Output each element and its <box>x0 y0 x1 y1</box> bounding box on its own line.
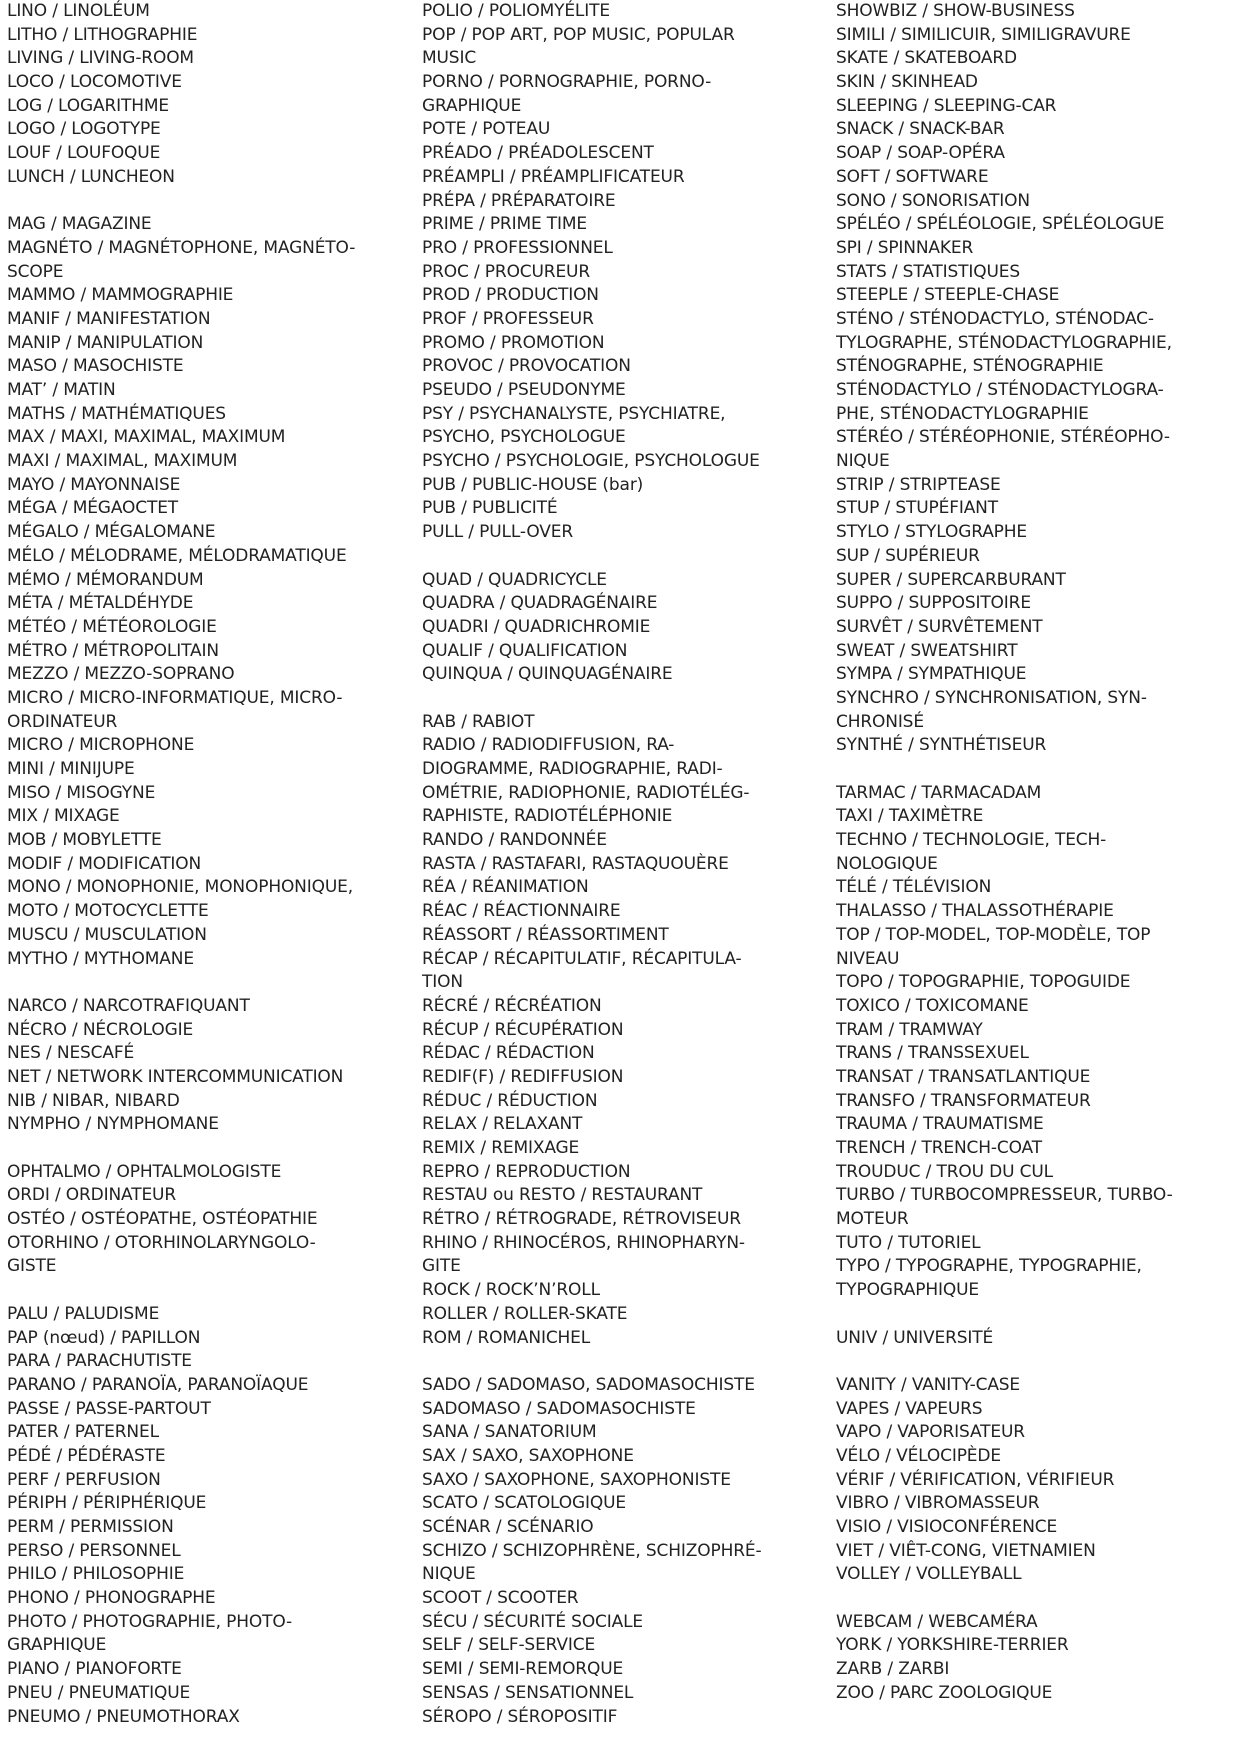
abbreviation-entry: QUAD / QUADRICYCLE <box>422 569 607 590</box>
abbreviation-entry: TRAUMA / TRAUMATISME <box>836 1114 1044 1135</box>
abbreviation-entry: ZOO / PARC ZOOLOGIQUE <box>836 1682 1053 1703</box>
abbreviation-entry: MANIF / MANIFESTATION <box>7 308 211 329</box>
abbreviation-entry: MEZZO / MEZZO-SOPRANO <box>7 664 235 685</box>
abbreviation-entry: MOTEUR <box>836 1209 909 1230</box>
abbreviation-entry: SONO / SONORISATION <box>836 190 1030 211</box>
abbreviation-entry: SAX / SAXO, SAXOPHONE <box>422 1445 634 1466</box>
abbreviation-entry: VISIO / VISIOCONFÉRENCE <box>836 1517 1058 1537</box>
abbreviation-entry: MÉMO / MÉMORANDUM <box>7 569 204 590</box>
abbreviation-entry: NIVEAU <box>836 948 900 969</box>
abbreviation-entry: LOUF / LOUFOQUE <box>7 143 161 164</box>
abbreviation-entry: VAPES / VAPEURS <box>836 1398 983 1419</box>
abbreviation-entry: SOAP / SOAP-OPÉRA <box>836 143 1005 164</box>
abbreviation-entry: STÉNO / STÉNODACTYLO, STÉNODAC- <box>836 308 1154 329</box>
abbreviation-entry: LOGO / LOGOTYPE <box>7 119 161 140</box>
abbreviation-entry: SCOPE <box>7 261 64 282</box>
abbreviation-entry: SPI / SPINNAKER <box>836 237 974 258</box>
abbreviation-entry: NIQUE <box>422 1564 476 1585</box>
abbreviation-entry: QUALIF / QUALIFICATION <box>422 640 628 661</box>
abbreviation-entry: QUINQUA / QUINQUAGÉNAIRE <box>422 664 673 685</box>
abbreviation-entry: NES / NESCAFÉ <box>7 1043 135 1064</box>
blank-separator <box>422 545 832 569</box>
blank-separator <box>836 1303 1241 1327</box>
abbreviation-entry: PERSO / PERSONNEL <box>7 1540 181 1561</box>
abbreviation-entry: RADIO / RADIODIFFUSION, RA- <box>422 735 675 756</box>
abbreviation-entry: ROM / ROMANICHEL <box>422 1327 591 1348</box>
abbreviation-entry: STÉNOGRAPHE, STÉNOGRAPHIE <box>836 356 1104 377</box>
abbreviation-entry: PHOTO / PHOTOGRAPHIE, PHOTO- <box>7 1611 293 1632</box>
abbreviation-entry: DIOGRAMME, RADIOGRAPHIE, RADI- <box>422 759 723 779</box>
abbreviation-entry: PHE, STÉNODACTYLOGRAPHIE <box>836 403 1089 424</box>
abbreviation-entry: LOG / LOGARITHME <box>7 95 170 116</box>
abbreviation-entry: MANIP / MANIPULATION <box>7 332 204 353</box>
abbreviation-entry: PROF / PROFESSEUR <box>422 308 594 329</box>
abbreviation-entry: MAXI / MAXIMAL, MAXIMUM <box>7 451 238 472</box>
abbreviation-entry: SWEAT / SWEATSHIRT <box>836 640 1018 661</box>
abbreviation-entry: RÉCRÉ / RÉCRÉATION <box>422 995 602 1016</box>
abbreviation-entry: RELAX / RELAXANT <box>422 1114 583 1135</box>
abbreviation-entry: PRO / PROFESSIONNEL <box>422 237 613 258</box>
abbreviation-entry: MONO / MONOPHONIE, MONOPHONIQUE, <box>7 877 353 898</box>
abbreviation-entry: PULL / PULL-OVER <box>422 522 573 543</box>
abbreviation-entry: GITE <box>422 1256 461 1277</box>
abbreviation-entry: PHILO / PHILOSOPHIE <box>7 1564 185 1585</box>
abbreviation-entry: TECHNO / TECHNOLOGIE, TECH- <box>836 830 1107 851</box>
abbreviation-entry: PSY / PSYCHANALYSTE, PSYCHIATRE, <box>422 403 726 424</box>
abbreviation-entry: PÉDÉ / PÉDÉRASTE <box>7 1445 166 1466</box>
blank-separator <box>836 758 1241 782</box>
abbreviation-entry: MASO / MASOCHISTE <box>7 356 184 377</box>
abbreviation-entry: TRANSAT / TRANSATLANTIQUE <box>836 1066 1091 1087</box>
abbreviation-entry: SCÉNAR / SCÉNARIO <box>422 1517 594 1537</box>
abbreviation-entry: MÉGALO / MÉGALOMANE <box>7 522 216 543</box>
abbreviation-entry: RÉTRO / RÉTROGRADE, RÉTROVISEUR <box>422 1209 741 1230</box>
abbreviation-entry: PUB / PUBLIC-HOUSE (bar) <box>422 474 644 495</box>
abbreviation-entry: MÉGA / MÉGAOCTET <box>7 498 179 519</box>
abbreviation-entry: PRÉPA / PRÉPARATOIRE <box>422 190 616 211</box>
abbreviation-entry: NET / NETWORK INTERCOMMUNICATION <box>7 1066 344 1087</box>
abbreviation-entry: TYPOGRAPHIQUE <box>836 1280 979 1301</box>
abbreviation-entry: RÉCUP / RÉCUPÉRATION <box>422 1019 624 1040</box>
abbreviation-entry: PUB / PUBLICITÉ <box>422 498 558 519</box>
abbreviation-entry: VOLLEY / VOLLEYBALL <box>836 1564 1022 1585</box>
abbreviation-entry: SLEEPING / SLEEPING-CAR <box>836 95 1057 116</box>
abbreviation-entry: SUPER / SUPERCARBURANT <box>836 569 1066 590</box>
abbreviation-entry: PÉRIPH / PÉRIPHÉRIQUE <box>7 1493 207 1514</box>
abbreviation-entry: POP / POP ART, POP MUSIC, POPULAR <box>422 24 735 45</box>
abbreviation-entry: GISTE <box>7 1256 57 1277</box>
abbreviation-entry: SEMI / SEMI-REMORQUE <box>422 1659 624 1680</box>
abbreviation-entry: PRÉAMPLI / PRÉAMPLIFICATEUR <box>422 166 685 187</box>
blank-separator <box>422 1350 832 1374</box>
column-3 <box>836 0 1241 1754</box>
abbreviation-entry: MAT’ / MATIN <box>7 380 116 400</box>
abbreviation-entry: NIB / NIBAR, NIBARD <box>7 1090 180 1111</box>
abbreviation-entry: PRÉADO / PRÉADOLESCENT <box>422 143 654 164</box>
abbreviation-entry: SÉCU / SÉCURITÉ SOCIALE <box>422 1611 644 1632</box>
abbreviation-entry: MAG / MAGAZINE <box>7 214 152 235</box>
abbreviation-entry: NÉCRO / NÉCROLOGIE <box>7 1019 194 1040</box>
column-2 <box>422 0 832 1754</box>
abbreviation-entry: ORDI / ORDINATEUR <box>7 1185 176 1206</box>
abbreviation-entry: PAP (nœud) / PAPILLON <box>7 1327 201 1348</box>
abbreviation-entry: PERM / PERMISSION <box>7 1517 174 1537</box>
abbreviation-entry: MINI / MINIJUPE <box>7 759 135 779</box>
abbreviation-entry: SNACK / SNACK-BAR <box>836 119 1005 140</box>
abbreviation-entry: TRENCH / TRENCH-COAT <box>836 1138 1042 1158</box>
abbreviation-entry: OTORHINO / OTORHINOLARYNGOLO- <box>7 1232 316 1253</box>
abbreviation-entry: MAGNÉTO / MAGNÉTOPHONE, MAGNÉTO- <box>7 237 356 258</box>
abbreviation-entry: PARA / PARACHUTISTE <box>7 1351 192 1372</box>
abbreviation-entry: RÉASSORT / RÉASSORTIMENT <box>422 924 669 945</box>
abbreviation-entry: SPÉLÉO / SPÉLÉOLOGIE, SPÉLÉOLOGUE <box>836 214 1165 235</box>
abbreviation-entry: STRIP / STRIPTEASE <box>836 474 1001 495</box>
abbreviation-entry: PROC / PROCUREUR <box>422 261 591 282</box>
abbreviation-entry: SAXO / SAXOPHONE, SAXOPHONISTE <box>422 1469 731 1490</box>
abbreviation-entry: NYMPHO / NYMPHOMANE <box>7 1114 219 1135</box>
abbreviation-entry: PSEUDO / PSEUDONYME <box>422 380 626 400</box>
abbreviation-entry: POTE / POTEAU <box>422 119 551 140</box>
abbreviation-entry: TROUDUC / TROU DU CUL <box>836 1161 1053 1182</box>
abbreviation-entry: PARANO / PARANOÏA, PARANOÏAQUE <box>7 1374 309 1395</box>
abbreviation-entry: SYNTHÉ / SYNTHÉTISEUR <box>836 735 1047 756</box>
abbreviation-entry: QUADRI / QUADRICHROMIE <box>422 616 651 637</box>
abbreviation-entry: TYLOGRAPHE, STÉNODACTYLOGRAPHIE, <box>836 332 1172 353</box>
abbreviation-entry: MATHS / MATHÉMATIQUES <box>7 403 226 424</box>
abbreviation-entry: MUSCU / MUSCULATION <box>7 924 207 945</box>
abbreviation-entry: TOPO / TOPOGRAPHIE, TOPOGUIDE <box>836 972 1131 993</box>
abbreviation-entry: STÉRÉO / STÉRÉOPHONIE, STÉRÉOPHO- <box>836 427 1170 448</box>
abbreviation-entry: QUADRA / QUADRAGÉNAIRE <box>422 593 658 614</box>
abbreviation-entry: RASTA / RASTAFARI, RASTAQUOUÈRE <box>422 853 729 874</box>
abbreviation-entry: PNEUMO / PNEUMOTHORAX <box>7 1706 240 1727</box>
abbreviation-entry: MÉTRO / MÉTROPOLITAIN <box>7 640 219 661</box>
abbreviation-entry: RÉDAC / RÉDACTION <box>422 1043 595 1064</box>
abbreviation-entry: MAYO / MAYONNAISE <box>7 474 181 495</box>
abbreviation-entry: SYMPA / SYMPATHIQUE <box>836 664 1027 685</box>
abbreviation-entry: SELF / SELF-SERVICE <box>422 1635 596 1656</box>
abbreviation-entry: TOXICO / TOXICOMANE <box>836 995 1029 1016</box>
abbreviation-entry: STYLO / STYLOGRAPHE <box>836 522 1027 543</box>
abbreviation-entry: TAXI / TAXIMÈTRE <box>836 806 984 827</box>
abbreviation-entry: GRAPHIQUE <box>7 1635 107 1656</box>
abbreviation-entry: WEBCAM / WEBCAMÉRA <box>836 1611 1038 1632</box>
abbreviation-entry: VANITY / VANITY-CASE <box>836 1374 1021 1395</box>
abbreviation-entry: SADOMASO / SADOMASOCHISTE <box>422 1398 696 1419</box>
abbreviation-entry: SKATE / SKATEBOARD <box>836 48 1017 69</box>
abbreviation-entry: UNIV / UNIVERSITÉ <box>836 1327 994 1348</box>
abbreviation-entry: PIANO / PIANOFORTE <box>7 1659 182 1680</box>
abbreviation-entry: PATER / PATERNEL <box>7 1422 159 1443</box>
abbreviation-entry: PALU / PALUDISME <box>7 1303 160 1324</box>
abbreviation-entry: RÉAC / RÉACTIONNAIRE <box>422 901 621 922</box>
blank-separator <box>836 1350 1241 1374</box>
blank-separator <box>836 1587 1241 1611</box>
abbreviation-entry: PORNO / PORNOGRAPHIE, PORNO- <box>422 72 712 93</box>
abbreviation-entry: TRANSFO / TRANSFORMATEUR <box>836 1090 1091 1111</box>
blank-separator <box>7 1279 415 1303</box>
abbreviation-entry: TÉLÉ / TÉLÉVISION <box>836 877 992 898</box>
abbreviation-entry: MYTHO / MYTHOMANE <box>7 948 194 969</box>
abbreviation-entry: PERF / PERFUSION <box>7 1469 161 1490</box>
abbreviation-entry: PNEU / PNEUMATIQUE <box>7 1682 191 1703</box>
abbreviation-entry: SCATO / SCATOLOGIQUE <box>422 1493 627 1514</box>
abbreviation-entry: LIVING / LIVING-ROOM <box>7 48 194 69</box>
abbreviation-entry: POLIO / POLIOMYÉLITE <box>422 1 610 21</box>
abbreviation-entry: SADO / SADOMASO, SADOMASOCHISTE <box>422 1374 755 1395</box>
abbreviation-entry: PRIME / PRIME TIME <box>422 214 588 235</box>
abbreviation-entry: STÉNODACTYLO / STÉNODACTYLOGRA- <box>836 380 1164 400</box>
blank-separator <box>7 971 415 995</box>
abbreviation-entry: TUTO / TUTORIEL <box>836 1232 981 1253</box>
abbreviation-entry: MÉTA / MÉTALDÉHYDE <box>7 593 194 614</box>
abbreviation-entry: SHOWBIZ / SHOW-BUSINESS <box>836 1 1075 21</box>
abbreviation-entry: LOCO / LOCOMOTIVE <box>7 72 182 93</box>
abbreviation-entry: OSTÉO / OSTÉOPATHE, OSTÉOPATHIE <box>7 1209 318 1230</box>
abbreviation-entry: TRANS / TRANSSEXUEL <box>836 1043 1029 1064</box>
abbreviation-entry: TURBO / TURBOCOMPRESSEUR, TURBO- <box>836 1185 1173 1206</box>
abbreviation-entry: MICRO / MICRO-INFORMATIQUE, MICRO- <box>7 687 343 708</box>
abbreviation-entry: VIBRO / VIBROMASSEUR <box>836 1493 1040 1514</box>
abbreviation-entry: VÉRIF / VÉRIFICATION, VÉRIFIEUR <box>836 1469 1115 1490</box>
abbreviation-entry: RÉCAP / RÉCAPITULATIF, RÉCAPITULA- <box>422 948 742 969</box>
abbreviation-entry: SÉROPO / SÉROPOSITIF <box>422 1706 618 1727</box>
abbreviation-entry: MÉLO / MÉLODRAME, MÉLODRAMATIQUE <box>7 545 347 566</box>
abbreviation-entry: MIX / MIXAGE <box>7 806 120 827</box>
abbreviation-entry: REPRO / REPRODUCTION <box>422 1161 631 1182</box>
abbreviation-entry: SANA / SANATORIUM <box>422 1422 597 1443</box>
abbreviation-entry: PROD / PRODUCTION <box>422 285 599 306</box>
abbreviation-entry: MOTO / MOTOCYCLETTE <box>7 901 209 922</box>
abbreviation-entry: SYNCHRO / SYNCHRONISATION, SYN- <box>836 687 1147 708</box>
abbreviation-entry: NIQUE <box>836 451 890 472</box>
abbreviation-entry: THALASSO / THALASSOTHÉRAPIE <box>836 901 1114 922</box>
abbreviation-entry: ROCK / ROCK’N’ROLL <box>422 1280 600 1301</box>
abbreviation-entry: CHRONISÉ <box>836 711 924 732</box>
abbreviation-entry: STATS / STATISTIQUES <box>836 261 1020 282</box>
abbreviation-entry: NARCO / NARCOTRAFIQUANT <box>7 995 250 1016</box>
abbreviation-entry: RAB / RABIOT <box>422 711 535 732</box>
abbreviation-entry: GRAPHIQUE <box>422 95 522 116</box>
abbreviation-entry: LUNCH / LUNCHEON <box>7 166 175 187</box>
column-1 <box>7 0 415 1754</box>
abbreviation-entry: RANDO / RANDONNÉE <box>422 830 607 851</box>
abbreviation-entry: TOP / TOP-MODEL, TOP-MODÈLE, TOP <box>836 924 1151 945</box>
abbreviation-entry: PSYCHO / PSYCHOLOGIE, PSYCHOLOGUE <box>422 451 760 472</box>
abbreviation-entry: VÉLO / VÉLOCIPÈDE <box>836 1445 1001 1466</box>
abbreviation-entry: ROLLER / ROLLER-SKATE <box>422 1303 628 1324</box>
abbreviation-entry: REDIF(F) / REDIFFUSION <box>422 1066 624 1087</box>
abbreviation-entry: SIMILI / SIMILICUIR, SIMILIGRAVURE <box>836 24 1131 45</box>
abbreviation-entry: STUP / STUPÉFIANT <box>836 498 998 519</box>
abbreviation-entry: MISO / MISOGYNE <box>7 782 156 803</box>
abbreviation-entry: MICRO / MICROPHONE <box>7 735 195 756</box>
abbreviation-entry: NOLOGIQUE <box>836 853 938 874</box>
abbreviation-entry: PROMO / PROMOTION <box>422 332 605 353</box>
abbreviation-entry: PSYCHO, PSYCHOLOGUE <box>422 427 626 448</box>
abbreviation-entry: MAX / MAXI, MAXIMAL, MAXIMUM <box>7 427 286 448</box>
abbreviation-entry: VIET / VIÊT-CONG, VIETNAMIEN <box>836 1540 1096 1561</box>
abbreviation-entry: MUSIC <box>422 48 477 69</box>
abbreviation-entry: RÉA / RÉANIMATION <box>422 877 589 898</box>
abbreviation-entry: SCHIZO / SCHIZOPHRÈNE, SCHIZOPHRÉ- <box>422 1540 762 1561</box>
abbreviation-entry: OMÉTRIE, RADIOPHONIE, RADIOTÉLÉG- <box>422 782 750 803</box>
abbreviation-entry: TARMAC / TARMACADAM <box>836 782 1042 803</box>
blank-separator <box>422 687 832 711</box>
abbreviation-entry: RESTAU ou RESTO / RESTAURANT <box>422 1185 703 1206</box>
abbreviation-entry: SUPPO / SUPPOSITOIRE <box>836 593 1031 614</box>
abbreviation-entry: MÉTÉO / MÉTÉOROLOGIE <box>7 616 217 637</box>
abbreviation-entry: PHONO / PHONOGRAPHE <box>7 1588 216 1609</box>
abbreviation-entry: LITHO / LITHOGRAPHIE <box>7 24 198 45</box>
abbreviation-entry: ORDINATEUR <box>7 711 118 732</box>
abbreviation-entry: TRAM / TRAMWAY <box>836 1019 983 1040</box>
abbreviation-entry: RHINO / RHINOCÉROS, RHINOPHARYN- <box>422 1232 745 1253</box>
abbreviation-entry: PROVOC / PROVOCATION <box>422 356 631 377</box>
abbreviation-entry: TYPO / TYPOGRAPHE, TYPOGRAPHIE, <box>836 1256 1142 1277</box>
abbreviation-entry: YORK / YORKSHIRE-TERRIER <box>836 1635 1069 1656</box>
abbreviation-entry: SOFT / SOFTWARE <box>836 166 989 187</box>
abbreviation-entry: LINO / LINOLÉUM <box>7 1 150 21</box>
abbreviation-entry: PASSE / PASSE-PARTOUT <box>7 1398 211 1419</box>
abbreviation-entry: MOB / MOBYLETTE <box>7 830 162 851</box>
abbreviation-entry: ZARB / ZARBI <box>836 1659 950 1680</box>
abbreviation-entry: TION <box>422 972 463 993</box>
abbreviation-entry: RÉDUC / RÉDUCTION <box>422 1090 598 1111</box>
abbreviation-entry: STEEPLE / STEEPLE-CHASE <box>836 285 1060 306</box>
abbreviation-entry: MODIF / MODIFICATION <box>7 853 202 874</box>
abbreviation-entry: SENSAS / SENSATIONNEL <box>422 1682 634 1703</box>
abbreviation-entry: SURVÊT / SURVÊTEMENT <box>836 616 1043 637</box>
abbreviation-entry: SUP / SUPÉRIEUR <box>836 545 980 566</box>
abbreviation-entry: MAMMO / MAMMOGRAPHIE <box>7 285 234 306</box>
abbreviation-entry: OPHTALMO / OPHTALMOLOGISTE <box>7 1161 282 1182</box>
abbreviation-entry: RAPHISTE, RADIOTÉLÉPHONIE <box>422 806 673 827</box>
abbreviation-entry: SKIN / SKINHEAD <box>836 72 978 93</box>
abbreviation-entry: SCOOT / SCOOTER <box>422 1588 579 1609</box>
blank-separator <box>7 1137 415 1161</box>
abbreviation-entry: VAPO / VAPORISATEUR <box>836 1422 1025 1443</box>
abbreviation-entry: REMIX / REMIXAGE <box>422 1138 580 1158</box>
blank-separator <box>7 190 415 214</box>
